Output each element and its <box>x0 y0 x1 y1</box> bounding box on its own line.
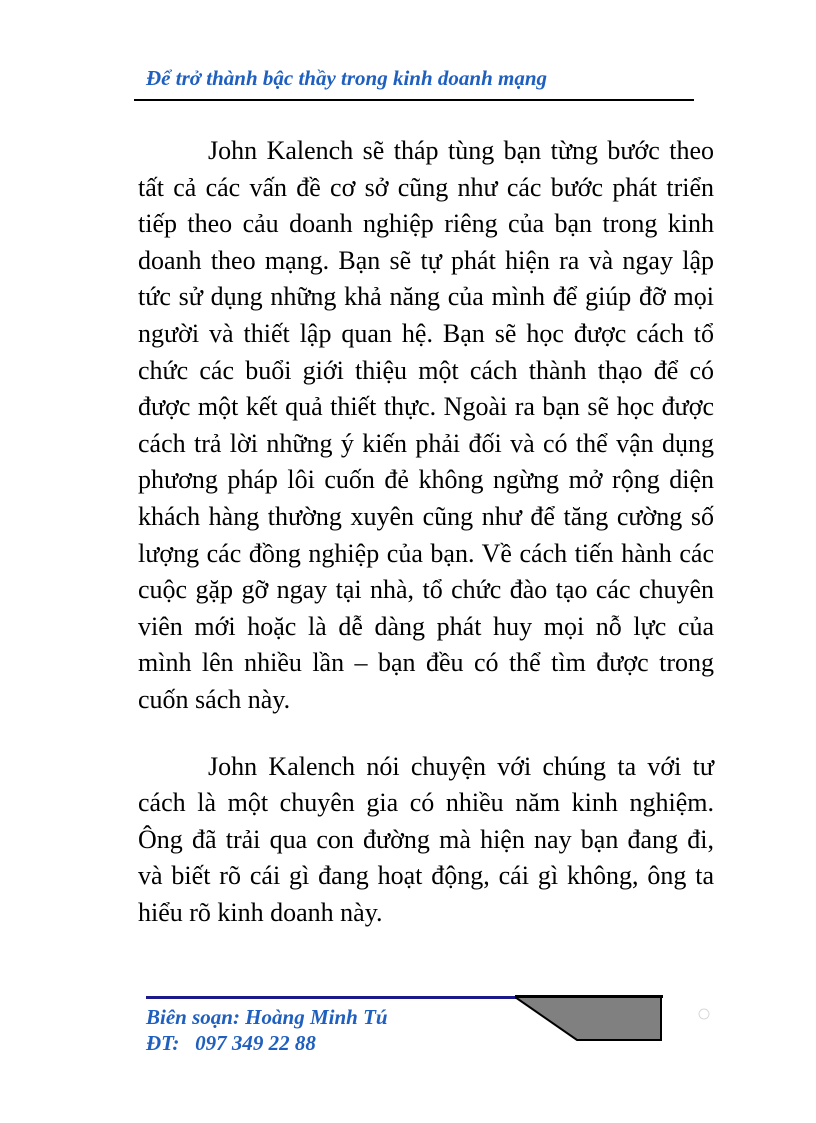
footer-divider <box>146 996 518 999</box>
body-text <box>138 133 714 931</box>
footer-decorative-shape <box>515 995 663 1041</box>
header-divider <box>134 99 694 101</box>
page-header-title: Để trở thành bậc thầy trong kinh doanh mạng <box>146 66 548 90</box>
footer-phone: ĐT: 097 349 22 88 <box>146 1031 316 1055</box>
paragraph-2: John Kalench nói chuyện với chúng ta với tư cách là một chuyên gia có nhiều năm kinh nghiệm. Ông đã trải qua con đường mà hiện nay bạn đang đi, và biết rõ cái gì đang hoạt động, cái gì không, ông ta hiểu rõ kinh doanh này. <box>138 751 714 927</box>
paragraph-1: John Kalench sẽ tháp tùng bạn từng bước theo tất cả các vấn đề cơ sở cũng như các bước phát triển tiếp theo cảu doanh nghiệp riêng của bạn trong kinh doanh theo mạng. Bạn sẽ tự phát hiện ra và ngay lập tức sử dụng những khả năng của mình để giúp đỡ mọi người và thiết lập quan hệ. Bạn sẽ học được cách tổ chức các buổi giới thiệu một cách thành thạo để có được một kết quả thiết thực. Ngoài ra bạn sẽ học được cách trả lời những ý kiến phải đối và có thể vận dụng phương pháp lôi cuốn đẻ không ngừng mở rộng diện khách hàng thường xuyên cũng như để tăng cường số lượng các đồng nghiệp của bạn. Về cách tiến hành các cuộc gặp gỡ ngay tại nhà, tổ chức đào tạo các chuyên viên mới hoặc là dễ dàng phát huy mọi nỗ lực của mình lên nhiều lần – bạn đều có thể tìm được trong cuốn sách này. <box>138 136 714 714</box>
footer-author: Biên soạn: Hoàng Minh Tú <box>146 1005 388 1029</box>
page-corner-mark-icon <box>697 1007 711 1021</box>
